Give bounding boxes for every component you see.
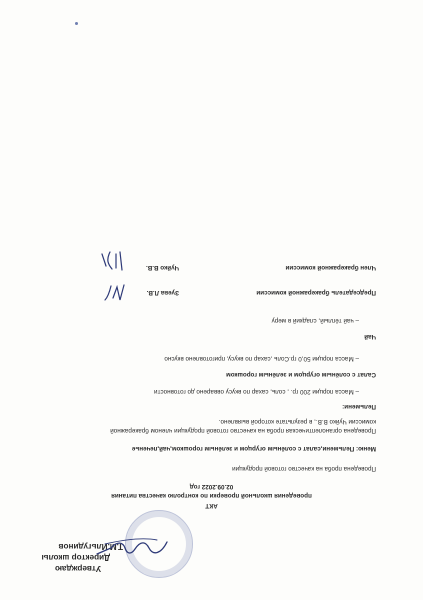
purpose-line: Проведена проба на качество готовой продукции — [232, 465, 376, 472]
item2-detail-text: Масса порции 50,0 гр.Соль ,сахар по вкусу, приготовлено вкусно — [164, 355, 354, 362]
item2-title: Салат с солёным огурцом и зелёным горошком — [226, 371, 376, 378]
chair-role: Председатель бракеражной комиссии — [256, 289, 376, 296]
organoleptic-line-1: Проведена органолептическая проба на качество готовой продукции членом бракеражной — [110, 427, 376, 434]
item1-title: Пельмени: — [342, 403, 376, 410]
act-date: 02.09.2022 год — [189, 483, 234, 490]
approval-position: Директор школы — [41, 553, 110, 562]
act-subtitle: проведения школьной проверки по контролю качества питания — [111, 492, 312, 499]
member-role: Член бракеражной комиссии — [285, 264, 376, 271]
director-signature — [93, 534, 171, 560]
item3-detail-text: чай тёплый, сладкий в меру — [271, 317, 354, 324]
chair-name: Зуева Л.В. — [146, 289, 179, 296]
item2-detail: – Масса порции 50,0 гр.Соль ,сахар по вкусу, приготовлено вкусно — [164, 355, 359, 362]
ink-dot — [75, 22, 78, 25]
organoleptic-line-2: комиссии Чуйко В.В., в результате которой выявлено. — [218, 418, 376, 425]
chair-signature — [101, 282, 127, 304]
approval-name: Т.М.Ильгудинов — [58, 542, 123, 551]
menu-label: Меню: — [355, 445, 376, 452]
item1-detail: – Масса порции 200 гр. , соль, сахар по вкусу овварено до готовности — [154, 388, 359, 395]
menu-line — [132, 444, 376, 452]
item3-detail: – чай тёплый, сладкий в меру — [271, 317, 359, 324]
act-title: АКТ — [205, 502, 218, 509]
item3-title: Чай — [364, 333, 376, 340]
member-signature — [98, 248, 126, 274]
approval-title: Утверждаю — [54, 564, 101, 573]
item1-detail-text: Масса порции 200 гр. , соль, сахар по вкусу овварено до готовности — [154, 388, 354, 395]
member-name: Чуйко В.В. — [145, 264, 179, 271]
menu-text: Пельмени,салат с солёным огурцом и зелёным горошком,чай,печенье — [131, 445, 355, 452]
